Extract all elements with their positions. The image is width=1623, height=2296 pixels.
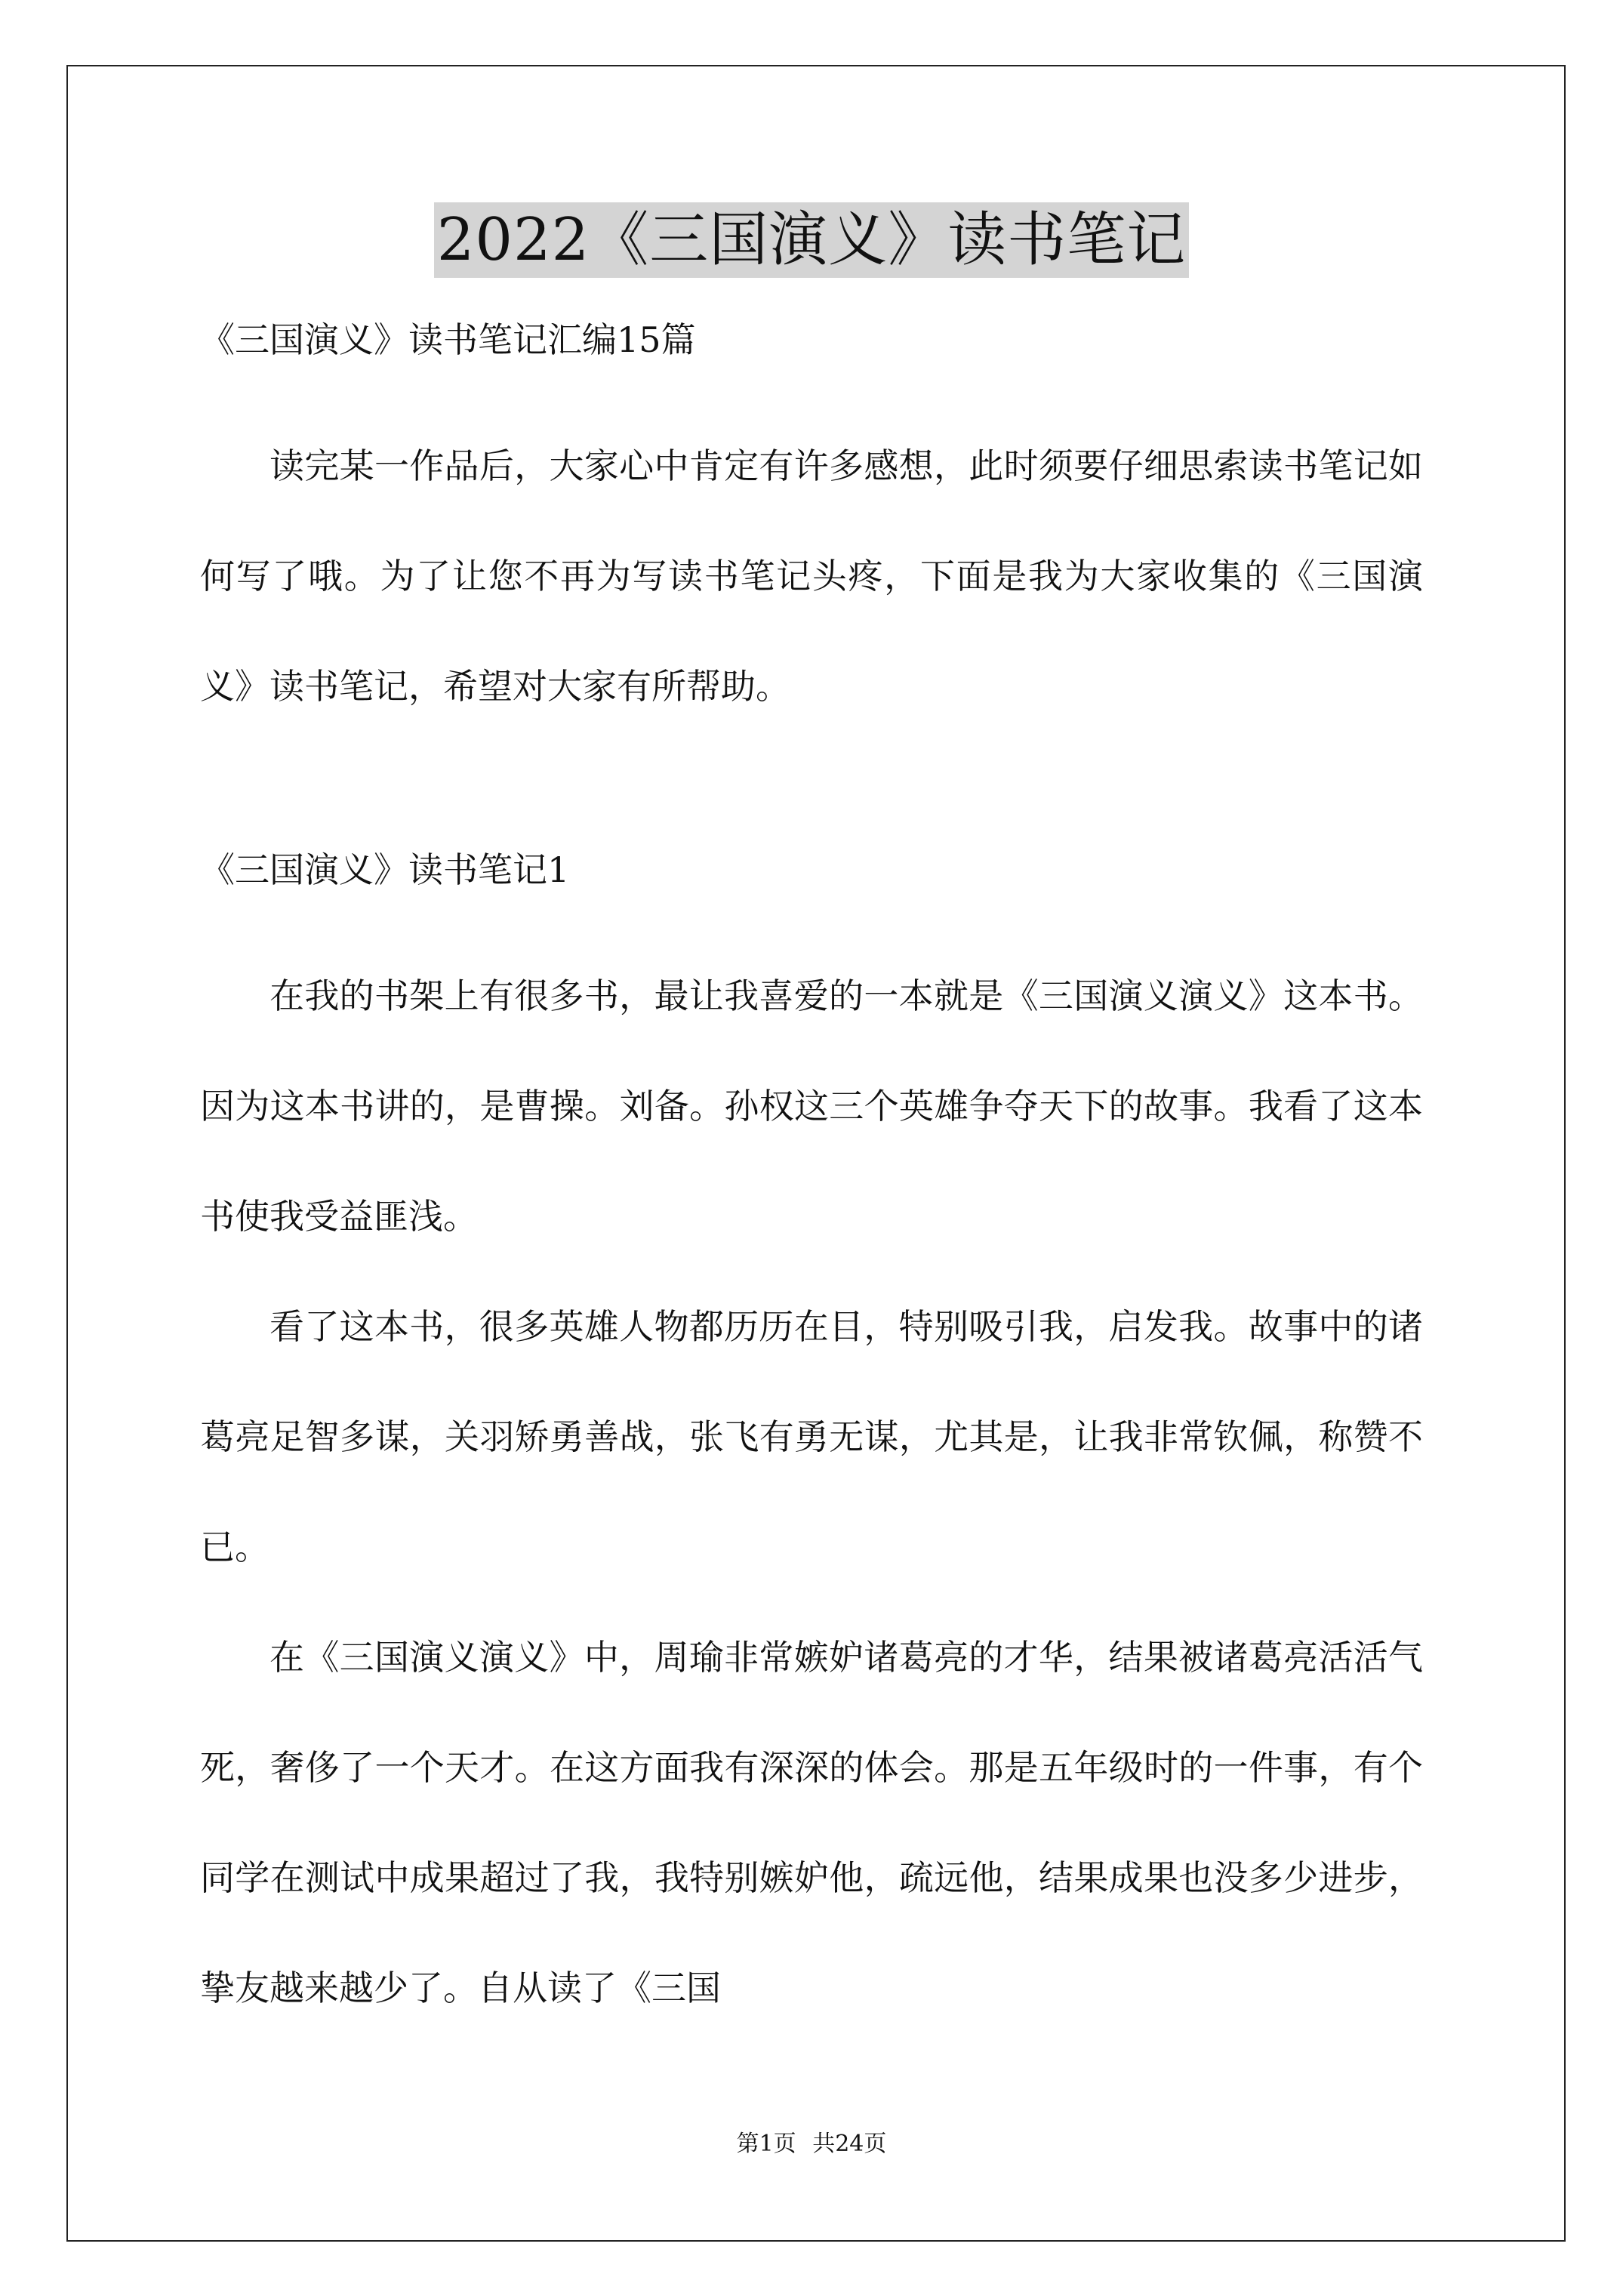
document-body bbox=[200, 302, 1423, 2043]
document-subtitle: 《三国演义》读书笔记汇编15篇 bbox=[200, 319, 696, 360]
section-paragraph-1: 在我的书架上有很多书，最让我喜爱的一本就是《三国演义演义》这本书。因为这本书讲的，是曹操。刘备。孙权这三个英雄争夺天下的故事。我看了这本书使我受益匪浅。 bbox=[200, 975, 1423, 1237]
document-title: 2022《三国演义》读书笔记 bbox=[434, 202, 1190, 278]
intro-paragraph: 读完某一作品后，大家心中肯定有许多感想，此时须要仔细思索读书笔记如何写了哦。为了让您不再为写读书笔记头疼，下面是我为大家收集的《三国演义》读书笔记，希望对大家有所帮助。 bbox=[200, 445, 1423, 707]
section-heading: 《三国演义》读书笔记1 bbox=[200, 849, 570, 890]
section-paragraph-3: 在《三国演义演义》中，周瑜非常嫉妒诸葛亮的才华，结果被诸葛亮活活气死，奢侈了一个天才。在这方面我有深深的体会。那是五年级时的一件事，有个同学在测试中成果超过了我，我特别嫉妒他，疏远他，结果成果也没多少进步，挚友越来越少了。自从读了《三国 bbox=[200, 1637, 1423, 2008]
page-footer bbox=[0, 2129, 1623, 2159]
page-number-current: 第1页 bbox=[736, 2131, 796, 2157]
section-paragraph-2: 看了这本书，很多英雄人物都历历在目，特别吸引我，启发我。故事中的诸葛亮足智多谋，关羽矫勇善战，张飞有勇无谋，尤其是，让我非常钦佩，称赞不已。 bbox=[200, 1306, 1423, 1567]
title-area bbox=[0, 202, 1623, 278]
page-number-total: 共24页 bbox=[812, 2131, 887, 2157]
